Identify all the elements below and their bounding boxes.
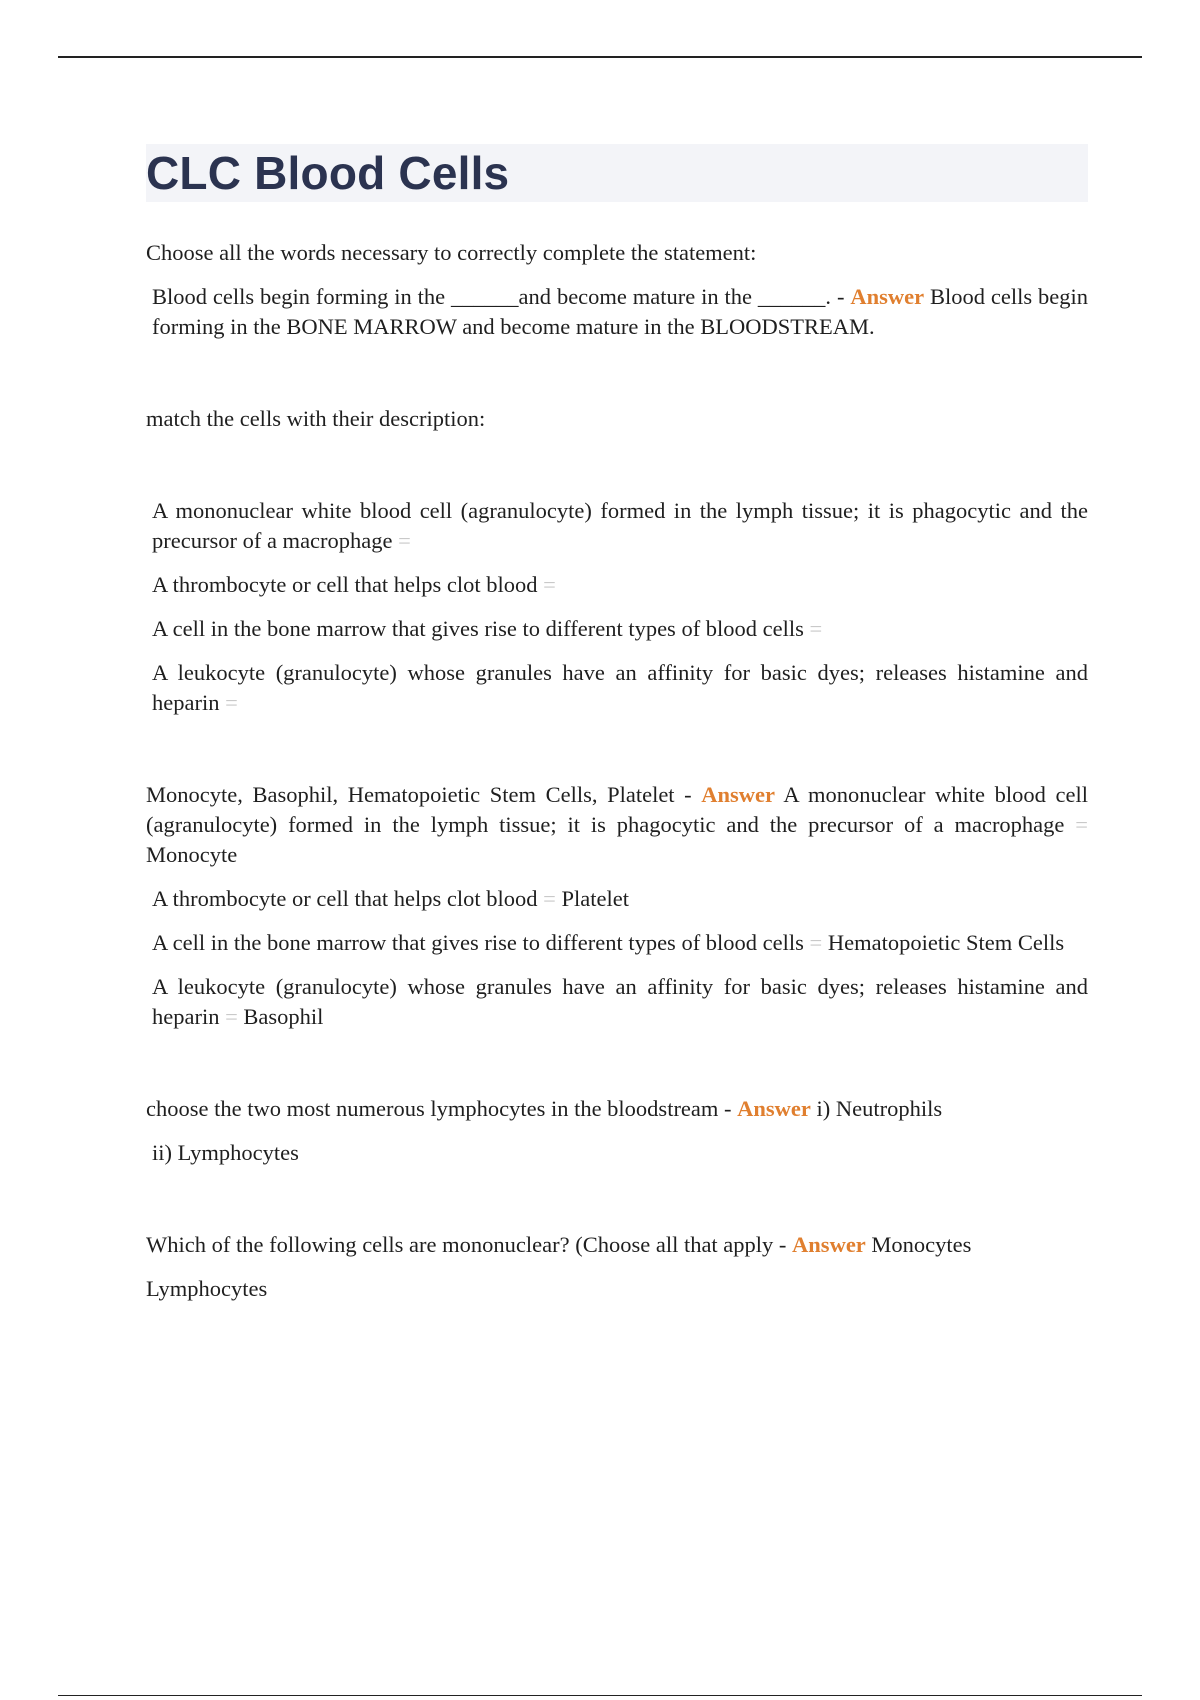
q1-answer: Blood cells begin forming in the BONE MARROW and become mature in the BLOODSTREAM. bbox=[152, 284, 1089, 339]
q1-prompt: Choose all the words necessary to correctly complete the statement: bbox=[146, 240, 757, 265]
top-rule bbox=[58, 56, 1142, 58]
q1-stem-answer bbox=[146, 282, 1088, 342]
q2-answer-row: A thrombocyte or cell that helps clot blood = Platelet bbox=[152, 886, 629, 911]
q4-answer-line2: Lymphocytes bbox=[146, 1276, 268, 1301]
answer-label: Answer bbox=[792, 1232, 866, 1257]
q2-answer-row: A cell in the bone marrow that gives rise to different types of blood cells = Hematopoietic Stem Cells bbox=[152, 930, 1065, 955]
q1-stem: Blood cells begin forming in the ______and become mature in the ______. - bbox=[152, 284, 851, 309]
q2-item: A leukocyte (granulocyte) whose granules have an affinity for basic dyes; releases histamine and heparin = bbox=[152, 660, 1088, 715]
q3-prompt-answer: choose the two most numerous lymphocytes in the bloodstream - Answer i) Neutrophils bbox=[146, 1096, 943, 1121]
answer-label: Answer bbox=[850, 284, 925, 309]
q2-answer-row: A leukocyte (granulocyte) whose granules have an affinity for basic dyes; releases histamine and heparin = Basophil bbox=[152, 974, 1088, 1029]
q4-prompt-answer: Which of the following cells are mononuclear? (Choose all that apply - Answer Monocytes bbox=[146, 1232, 972, 1257]
page-title: CLC Blood Cells bbox=[146, 147, 510, 199]
q2-options: Monocyte, Basophil, Hematopoietic Stem Cells, Platelet - bbox=[146, 782, 702, 807]
bottom-rule bbox=[58, 1695, 1142, 1696]
title-banner bbox=[146, 144, 1088, 202]
answer-label: Answer bbox=[701, 782, 776, 807]
q2-options-answer: Monocyte, Basophil, Hematopoietic Stem Cells, Platelet - Answer A mononuclear white blood cell (agranulocyte) formed in the lymph tissue; it is phagocytic and the precursor of a macrophage = Monocyte bbox=[146, 782, 1088, 867]
q3-answer-line2: ii) Lymphocytes bbox=[152, 1140, 299, 1165]
q2-item: A cell in the bone marrow that gives rise to different types of blood cells = bbox=[152, 616, 823, 641]
document-body bbox=[146, 144, 1088, 1304]
q2-prompt: match the cells with their description: bbox=[146, 406, 486, 431]
answer-label: Answer bbox=[737, 1096, 811, 1121]
q2-item: A mononuclear white blood cell (agranulocyte) formed in the lymph tissue; it is phagocytic and the precursor of a macrophage = bbox=[152, 498, 1088, 553]
q2-item: A thrombocyte or cell that helps clot blood = bbox=[152, 572, 556, 597]
